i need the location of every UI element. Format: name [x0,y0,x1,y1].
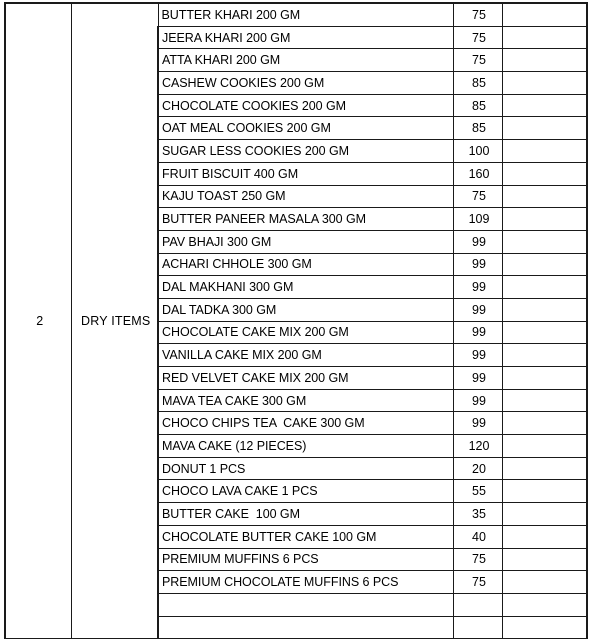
item-rate-cell [453,616,502,639]
item-name-cell: DONUT 1 PCS [158,457,453,480]
item-name-cell [158,616,453,639]
item-name-cell: ATTA KHARI 200 GM [158,49,453,72]
item-name-cell: DAL MAKHANI 300 GM [158,276,453,299]
item-rate-cell: 100 [453,140,502,163]
item-name-cell: CHOCOLATE CAKE MIX 200 GM [158,321,453,344]
notes-cell [502,230,587,253]
item-name-cell: CHOCOLATE BUTTER CAKE 100 GM [158,525,453,548]
category-cell: DRY ITEMS [71,3,158,639]
item-name-cell: MAVA TEA CAKE 300 GM [158,389,453,412]
item-rate-cell: 55 [453,480,502,503]
notes-cell [502,344,587,367]
item-name-cell [158,593,453,616]
notes-cell [502,593,587,616]
item-name-cell: BUTTER KHARI 200 GM [158,3,453,26]
item-name-cell: VANILLA CAKE MIX 200 GM [158,344,453,367]
item-rate-cell: 35 [453,503,502,526]
item-name-cell: PAV BHAJI 300 GM [158,230,453,253]
item-name-cell: MAVA CAKE (12 PIECES) [158,435,453,458]
item-name-cell: PREMIUM CHOCOLATE MUFFINS 6 PCS [158,571,453,594]
item-name-cell: CASHEW COOKIES 200 GM [158,72,453,95]
item-rate-cell: 75 [453,571,502,594]
item-name-cell: KAJU TOAST 250 GM [158,185,453,208]
item-name-cell: CHOCOLATE COOKIES 200 GM [158,94,453,117]
item-rate-cell: 85 [453,94,502,117]
item-rate-cell: 99 [453,298,502,321]
notes-cell [502,616,587,639]
notes-cell [502,412,587,435]
item-name-cell: SUGAR LESS COOKIES 200 GM [158,140,453,163]
item-rate-cell: 99 [453,367,502,390]
notes-cell [502,49,587,72]
notes-cell [502,298,587,321]
notes-cell [502,480,587,503]
notes-cell [502,389,587,412]
item-name-cell: ACHARI CHHOLE 300 GM [158,253,453,276]
item-name-cell: BUTTER CAKE 100 GM [158,503,453,526]
notes-cell [502,117,587,140]
notes-cell [502,435,587,458]
notes-cell [502,503,587,526]
item-rate-cell: 109 [453,208,502,231]
table-row [5,3,587,26]
item-name-cell: OAT MEAL COOKIES 200 GM [158,117,453,140]
item-rate-cell: 99 [453,230,502,253]
item-rate-cell: 99 [453,276,502,299]
item-name-cell: DAL TADKA 300 GM [158,298,453,321]
item-rate-cell: 75 [453,185,502,208]
item-rate-cell: 99 [453,389,502,412]
item-rate-cell: 85 [453,72,502,95]
notes-cell [502,162,587,185]
notes-cell [502,276,587,299]
item-rate-cell: 99 [453,321,502,344]
item-rate-cell: 99 [453,344,502,367]
notes-cell [502,94,587,117]
item-rate-cell: 120 [453,435,502,458]
notes-cell [502,253,587,276]
notes-cell [502,208,587,231]
notes-cell [502,571,587,594]
notes-cell [502,185,587,208]
price-list-table [4,2,588,639]
notes-cell [502,140,587,163]
item-rate-cell: 160 [453,162,502,185]
item-name-cell: CHOCO CHIPS TEA CAKE 300 GM [158,412,453,435]
notes-cell [502,548,587,571]
item-rate-cell [453,593,502,616]
item-name-cell: CHOCO LAVA CAKE 1 PCS [158,480,453,503]
item-rate-cell: 75 [453,49,502,72]
item-rate-cell: 75 [453,3,502,26]
item-rate-cell: 99 [453,253,502,276]
notes-cell [502,72,587,95]
item-name-cell: FRUIT BISCUIT 400 GM [158,162,453,185]
item-name-cell: BUTTER PANEER MASALA 300 GM [158,208,453,231]
notes-cell [502,26,587,49]
notes-cell [502,321,587,344]
item-rate-cell: 85 [453,117,502,140]
notes-cell [502,525,587,548]
item-rate-cell: 75 [453,548,502,571]
notes-cell [502,457,587,480]
sr-no-cell: 2 [5,3,71,639]
item-rate-cell: 40 [453,525,502,548]
item-rate-cell: 99 [453,412,502,435]
notes-cell [502,367,587,390]
item-name-cell: JEERA KHARI 200 GM [158,26,453,49]
item-name-cell: RED VELVET CAKE MIX 200 GM [158,367,453,390]
table-body [5,3,587,639]
item-rate-cell: 20 [453,457,502,480]
notes-cell [502,3,587,26]
item-rate-cell: 75 [453,26,502,49]
item-name-cell: PREMIUM MUFFINS 6 PCS [158,548,453,571]
